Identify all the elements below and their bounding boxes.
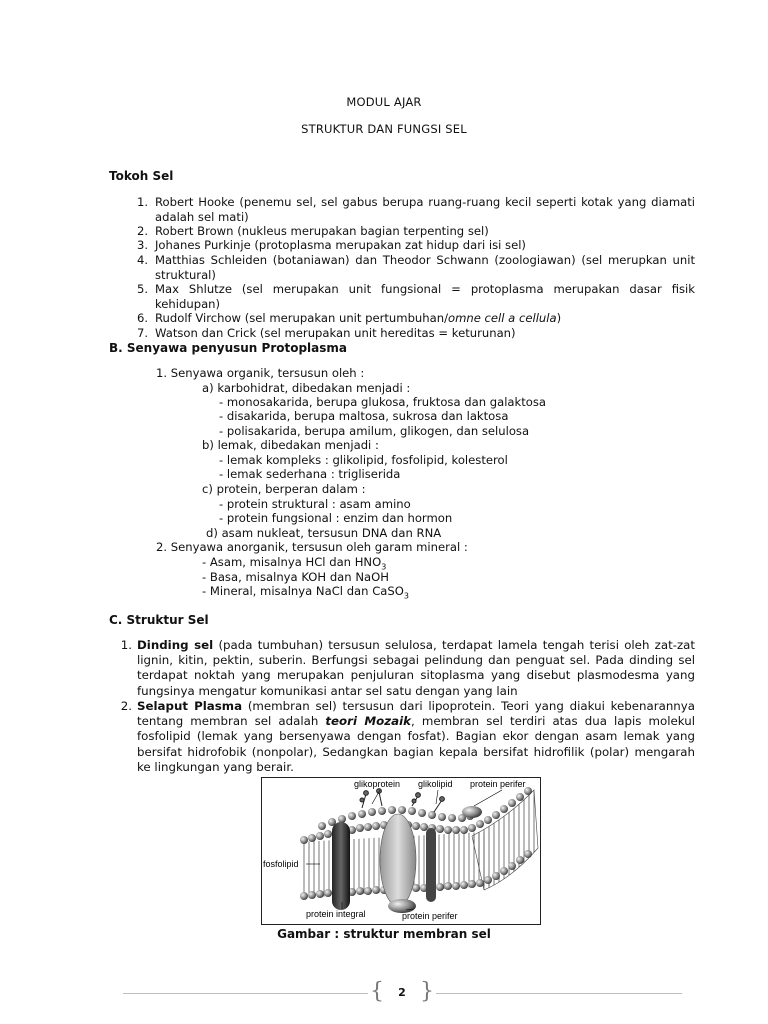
- list-item: Rudolf Virchow (sel merupakan unit pertumbuhan/omne cell a cellula): [155, 311, 562, 325]
- section-heading-senyawa: B. Senyawa penyusun Protoplasma: [109, 341, 348, 355]
- list-item: 2. Senyawa anorganik, tersusun oleh garam mineral :: [156, 540, 468, 554]
- list-item: - lemak sederhana : trigliserida: [219, 467, 401, 481]
- module-title: MODUL AJAR: [346, 95, 422, 109]
- paragraph-selaput-plasma: Selaput Plasma (membran sel) tersusun dari lipoprotein. Teori yang diakui kebenarannya tentang membran sel adalah teori Mozaik, membran sel terdiri atas dua lapis molekul fosfolipid (lemak yang bersenyawa dengan fosfat). Bagian ekor dengan asam lemak yang bersifat hidrofobik (nonpolar), Sedangkan bagian kepala bersifat hidrofilik (polar) mengarah ke lingkungan yang berair.: [137, 699, 695, 774]
- list-item: - Asam, misalnya HCl dan $HNO_3$: [202, 555, 387, 572]
- lipid-curl: [472, 790, 538, 890]
- label-protein-integral: protein integral: [306, 909, 366, 919]
- list-number: 1.: [136, 195, 148, 209]
- label-protein-perifer-bottom: protein perifer: [402, 911, 458, 921]
- document-title: STRUKTUR DAN FUNGSI SEL: [301, 122, 467, 136]
- list-item: - lemak kompleks : glikolipid, fosfolipid, kolesterol: [219, 453, 508, 467]
- list-item: c) protein, berperan dalam :: [202, 482, 366, 496]
- list-item: - protein fungsional : enzim dan hormon: [219, 511, 453, 525]
- list-item: 1. Senyawa organik, tersusun oleh :: [156, 366, 365, 380]
- figure-caption: Gambar : struktur membran sel: [277, 927, 491, 941]
- paragraph-dinding-sel: Dinding sel (pada tumbuhan) tersusun selulosa, terdapat lamela tengah terisi oleh zat-zat lignin, kitin, pektin, suberin. Berfungsi sebagai pelindung dan penguat sel. Pada dinding sel terdapat noktah yang merupakan penjuluran sitoplasma yang disebut plasmodesma yang fungsinya mengatur komunikasi antar sel satu dengan yang lain: [137, 638, 695, 698]
- page-bracket-right: }: [420, 979, 434, 1004]
- list-item: - Basa, misalnya KOH dan NaOH: [202, 570, 389, 584]
- section-heading-tokoh: Tokoh Sel: [109, 169, 174, 183]
- list-number: 3.: [136, 238, 148, 252]
- section-heading-struktur: C. Struktur Sel: [109, 613, 209, 627]
- list-item: b) lemak, dibedakan menjadi :: [202, 438, 379, 452]
- list-number: 5.: [136, 282, 148, 296]
- list-number: 7.: [136, 326, 148, 340]
- list-item: - disakarida, berupa maltosa, sukrosa dan laktosa: [219, 409, 509, 423]
- list-item: - Mineral, misalnya NaCl dan CaSO$_3$: [202, 584, 409, 601]
- integral-protein-dark: [332, 822, 350, 910]
- list-number: 2.: [136, 224, 148, 238]
- integral-protein-small: [426, 828, 436, 902]
- label-fosfolipid: fosfolipid: [263, 859, 299, 869]
- list-number: 6.: [136, 311, 148, 325]
- page-number: 2: [398, 986, 406, 999]
- list-item: - protein struktural : asam amino: [219, 497, 411, 511]
- page-bracket-left: {: [370, 979, 384, 1004]
- footer-rule-left: [123, 993, 368, 994]
- peripheral-protein-top: [462, 806, 482, 818]
- label-protein-perifer-top: protein perifer: [470, 779, 526, 789]
- list-item: Johanes Purkinje (protoplasma merupakan zat hidup dari isi sel): [155, 238, 526, 252]
- list-item: d) asam nukleat, tersusun DNA dan RNA: [206, 526, 442, 540]
- list-item: Matthias Schleiden (botaniawan) dan Theodor Schwann (zoologiawan) (sel merupkan unit struktural): [155, 253, 695, 282]
- footer-rule-right: [436, 993, 682, 994]
- list-item: Robert Brown (nukleus merupakan bagian terpenting sel): [155, 224, 489, 238]
- list-item: Watson dan Crick (sel merupakan unit hereditas = keturunan): [155, 326, 516, 340]
- list-item: - monosakarida, berupa glukosa, fruktosa dan galaktosa: [219, 395, 547, 409]
- label-glikoprotein: glikoprotein: [354, 779, 401, 789]
- list-number: 4.: [136, 253, 148, 267]
- membrane-illustration: [262, 778, 540, 924]
- membrane-figure: [261, 777, 541, 925]
- list-item: a) karbohidrat, dibedakan menjadi :: [202, 381, 411, 395]
- integral-protein-light: [380, 814, 416, 906]
- list-item: Max Shlutze (sel merupakan unit fungsional = protoplasma merupakan dasar fisik kehidupan): [155, 282, 695, 311]
- list-item: Robert Hooke (penemu sel, sel gabus berupa ruang-ruang kecil seperti kotak yang diamati adalah sel mati): [155, 195, 695, 224]
- list-number: 1.: [120, 638, 132, 652]
- label-glikolipid: glikolipid: [418, 779, 453, 789]
- list-item: - polisakarida, berupa amilum, glikogen, dan selulosa: [219, 424, 530, 438]
- list-number: 2.: [120, 699, 132, 713]
